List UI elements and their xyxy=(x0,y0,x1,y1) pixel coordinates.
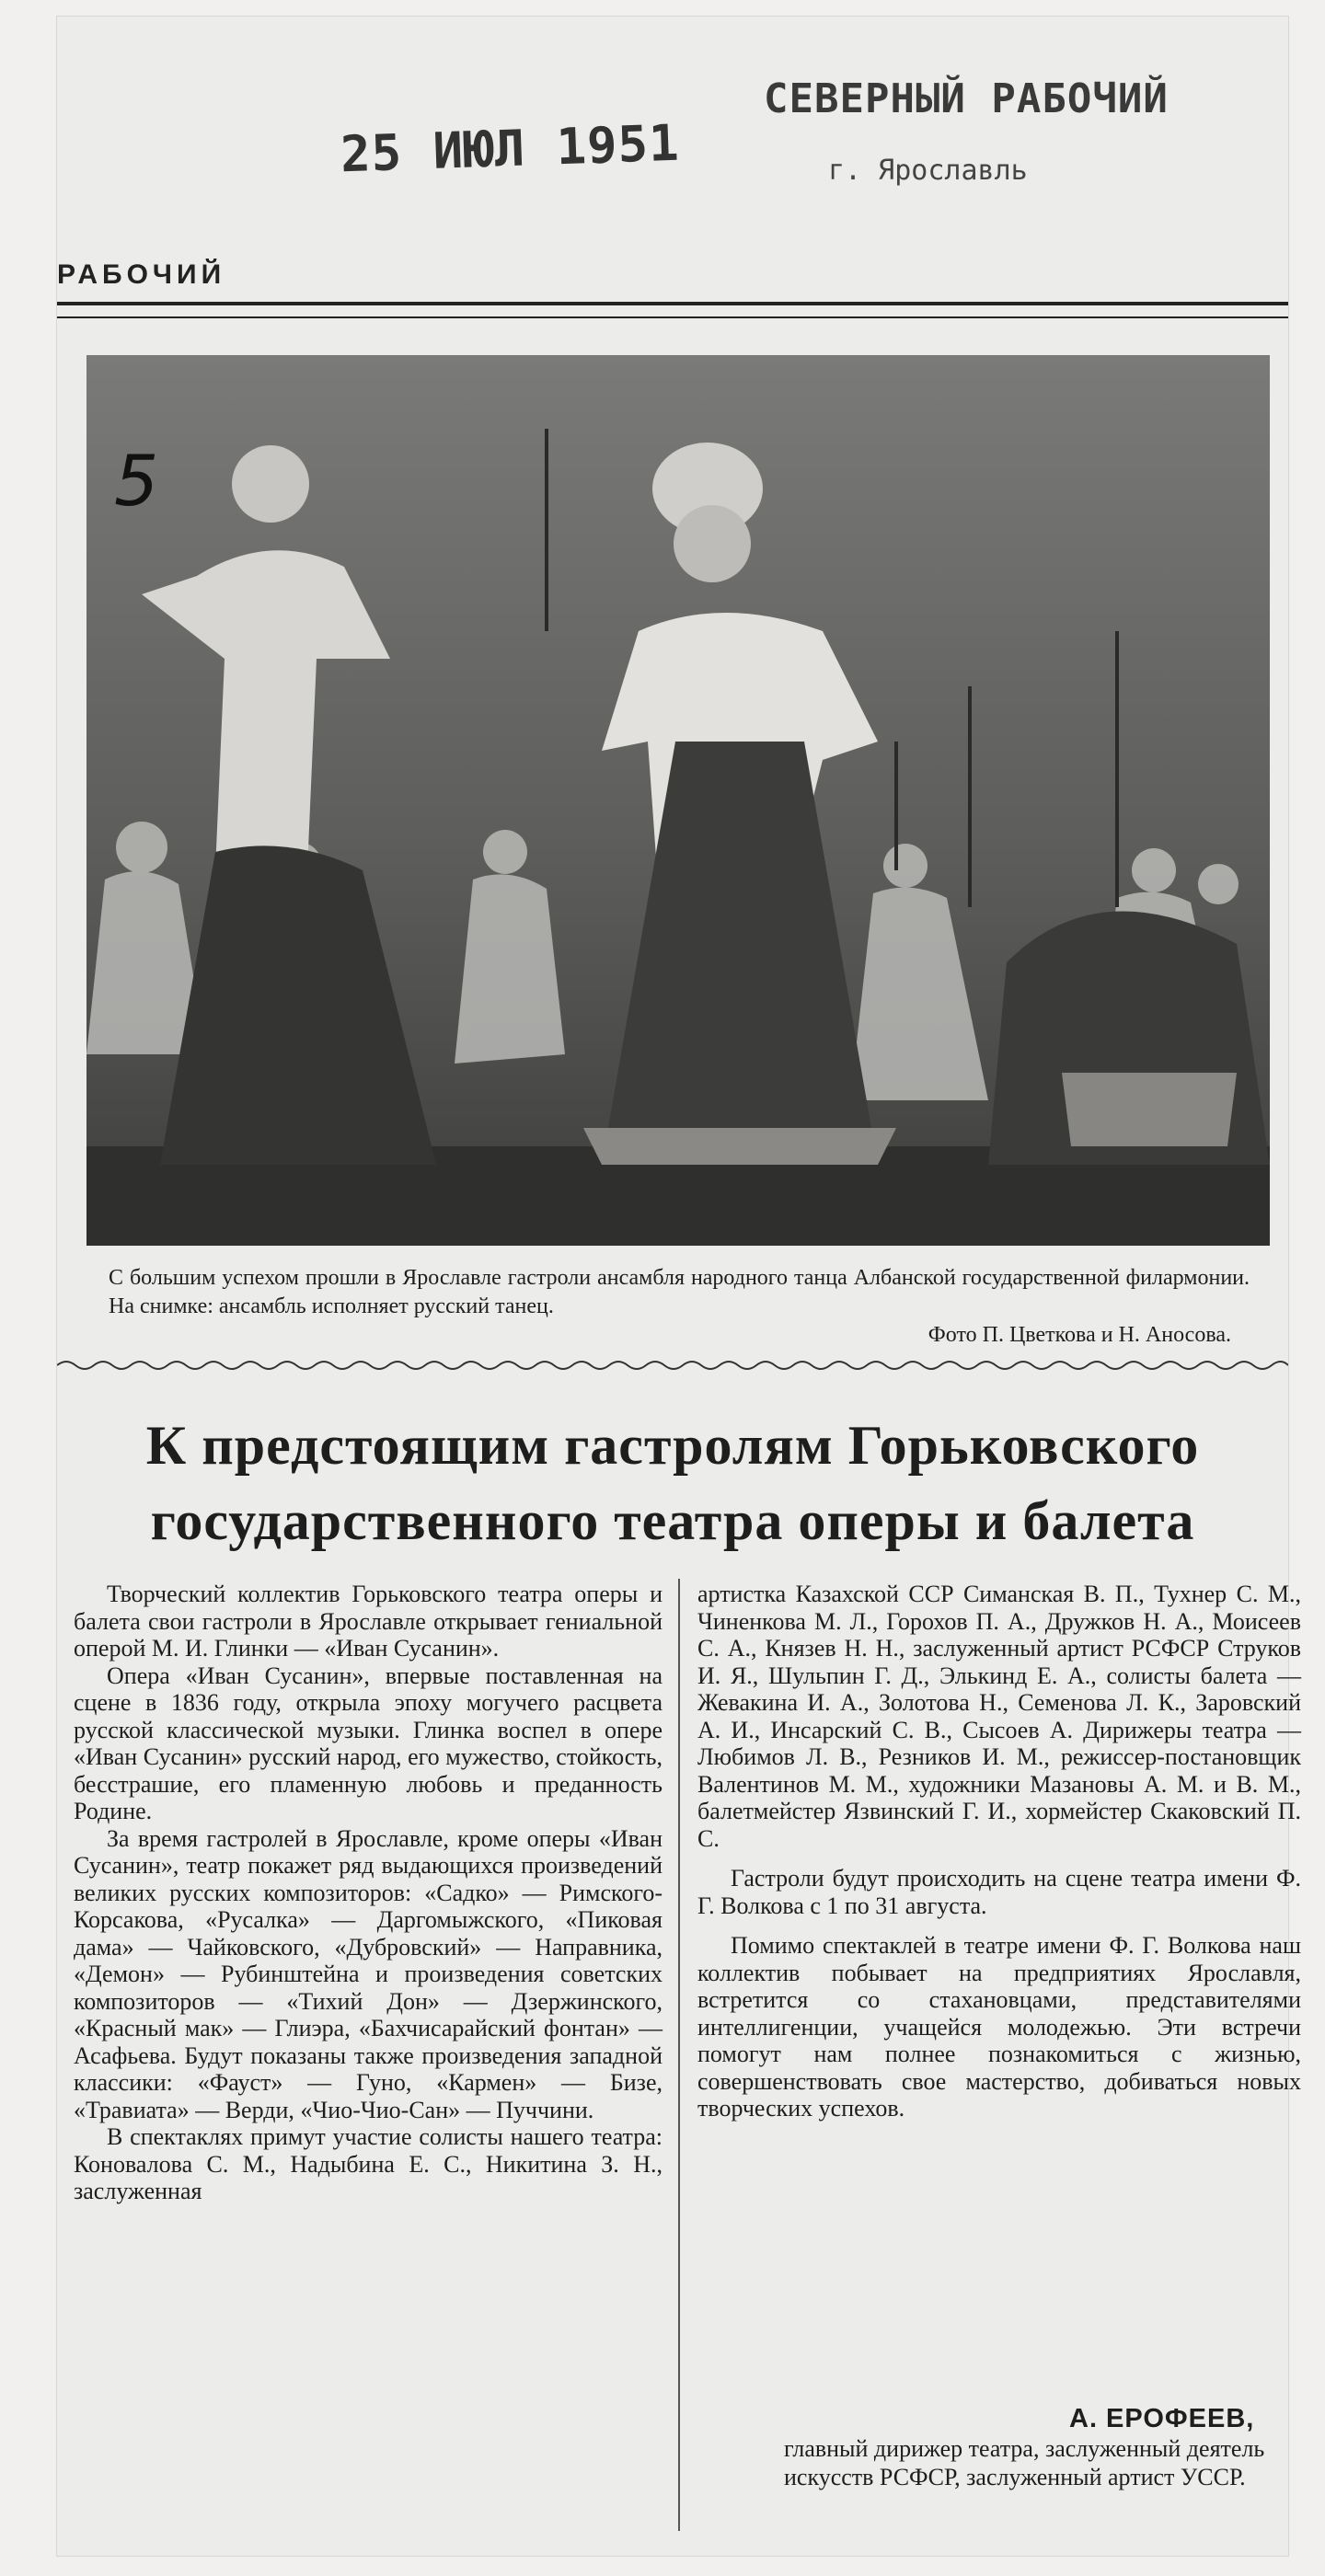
author-name: А. ЕРОФЕЕВ, xyxy=(1069,2404,1255,2433)
author-title: главный дирижер театра, заслуженный деятель искусств РСФСР, заслуженный артист УССР. xyxy=(784,2435,1265,2490)
masthead: РАБОЧИЙ xyxy=(57,259,226,290)
paragraph: артистка Казахской ССР Симанская В. П., Тухнер С. М., Чиненкова М. Л., Горохов П. А., Дружков Н. А., Моисеев С. А., Князев Н. Н., заслуженный артист РСФСР Струков И. Я., Шульпин Г. Д., Элькинд Е. А., солисты балета — Жевакина И. А., Золотова Н., Семенова Л. К., Заровский А. И., Инсарский С. В., Сысоев А. Дирижеры театра — Любимов Л. В., Резников И. М., режиссер-постановщик Валентинов М. М., художники Мазановы А. М. и В. М., балетмейстер Язвинский Г. И., хормейстер Скаковский П. С. xyxy=(697,1581,1301,1852)
paragraph: Творческий коллектив Горьковского театра оперы и балета свои гастроли в Ярославле открывает гениальной оперой М. И. Глинки — «Иван Сусанин». xyxy=(74,1581,662,1662)
article-headline xyxy=(57,1408,1288,1558)
handwritten-mark: 5 xyxy=(114,440,159,522)
masthead-rule xyxy=(57,302,1288,318)
paragraph: Помимо спектаклей в театре имени Ф. Г. Волкова наш коллектив побывает на предприятиях Ярославля, встретится со стахановцами, представителями интеллигенции, учащейся молодежью. Эти встречи помогут нам полнее познакомиться с жизнью, совершенствовать свое мастерство, добиваться новых творческих успехов. xyxy=(697,1932,1301,2122)
photo-credit: Фото П. Цветкова и Н. Аносова. xyxy=(928,1323,1231,1347)
column-divider xyxy=(678,1579,680,2531)
headline-line-2: государственного театра оперы и балета xyxy=(150,1490,1195,1551)
caption-text: С большим успехом прошли в Ярославле гастроли ансамбля народного танца Албанской государственной филармонии. На снимке: ансамбль исполняет русский танец. xyxy=(109,1266,1250,1318)
wavy-divider xyxy=(57,1358,1288,1373)
date-stamp: 25 ИЮЛ 1951 xyxy=(340,113,681,184)
article-right-column xyxy=(697,1581,1301,2122)
dance-photo xyxy=(86,355,1270,1246)
paragraph: Опера «Иван Сусанин», впервые поставленная на сцене в 1836 году, открыла эпоху могучего расцвета русской классической музыки. Глинка воспел в опере «Иван Сусанин» русский народ, его мужество, стойкость, бесстрашие, его пламенную любовь и преданность Родине. xyxy=(74,1662,662,1824)
article-left-column xyxy=(74,1581,662,2205)
city-stamp: г. Ярославль xyxy=(828,155,1028,187)
paragraph: В спектаклях примут участие солисты нашего театра: Коновалова С. М., Надыбина Е. С., Никитина З. Н., заслуженная xyxy=(74,2123,662,2204)
paragraph: Гастроли будут происходить на сцене театра имени Ф. Г. Волкова с 1 по 31 августа. xyxy=(697,1865,1301,1919)
paragraph: За время гастролей в Ярославле, кроме оперы «Иван Сусанин», театр покажет ряд выдающихся произведений великих русских композиторов: «Садко» — Римского-Корсакова, «Русалка» — Даргомыжского, «Пиковая дама» — Чайковского, «Дубровский» — Направника, «Демон» — Рубинштейна и произведения советских композиторов — «Тихий Дон» — Дзержинского, «Красный мак» — Глиэра, «Бахчисарайский фонтан» — Асафьева. Будут показаны также произведения западной классики: «Фауст» — Гуно, «Кармен» — Бизе, «Травиата» — Верди, «Чио-Чио-Сан» — Пуччини. xyxy=(74,1824,662,2123)
dance-photo-illustration xyxy=(86,355,1270,1246)
photo-caption xyxy=(109,1264,1250,1350)
headline-line-1: К предстоящим гастролям Горьковского xyxy=(145,1415,1200,1476)
newspaper-stamp: СЕВЕРНЫЙ РАБОЧИЙ xyxy=(764,75,1169,122)
